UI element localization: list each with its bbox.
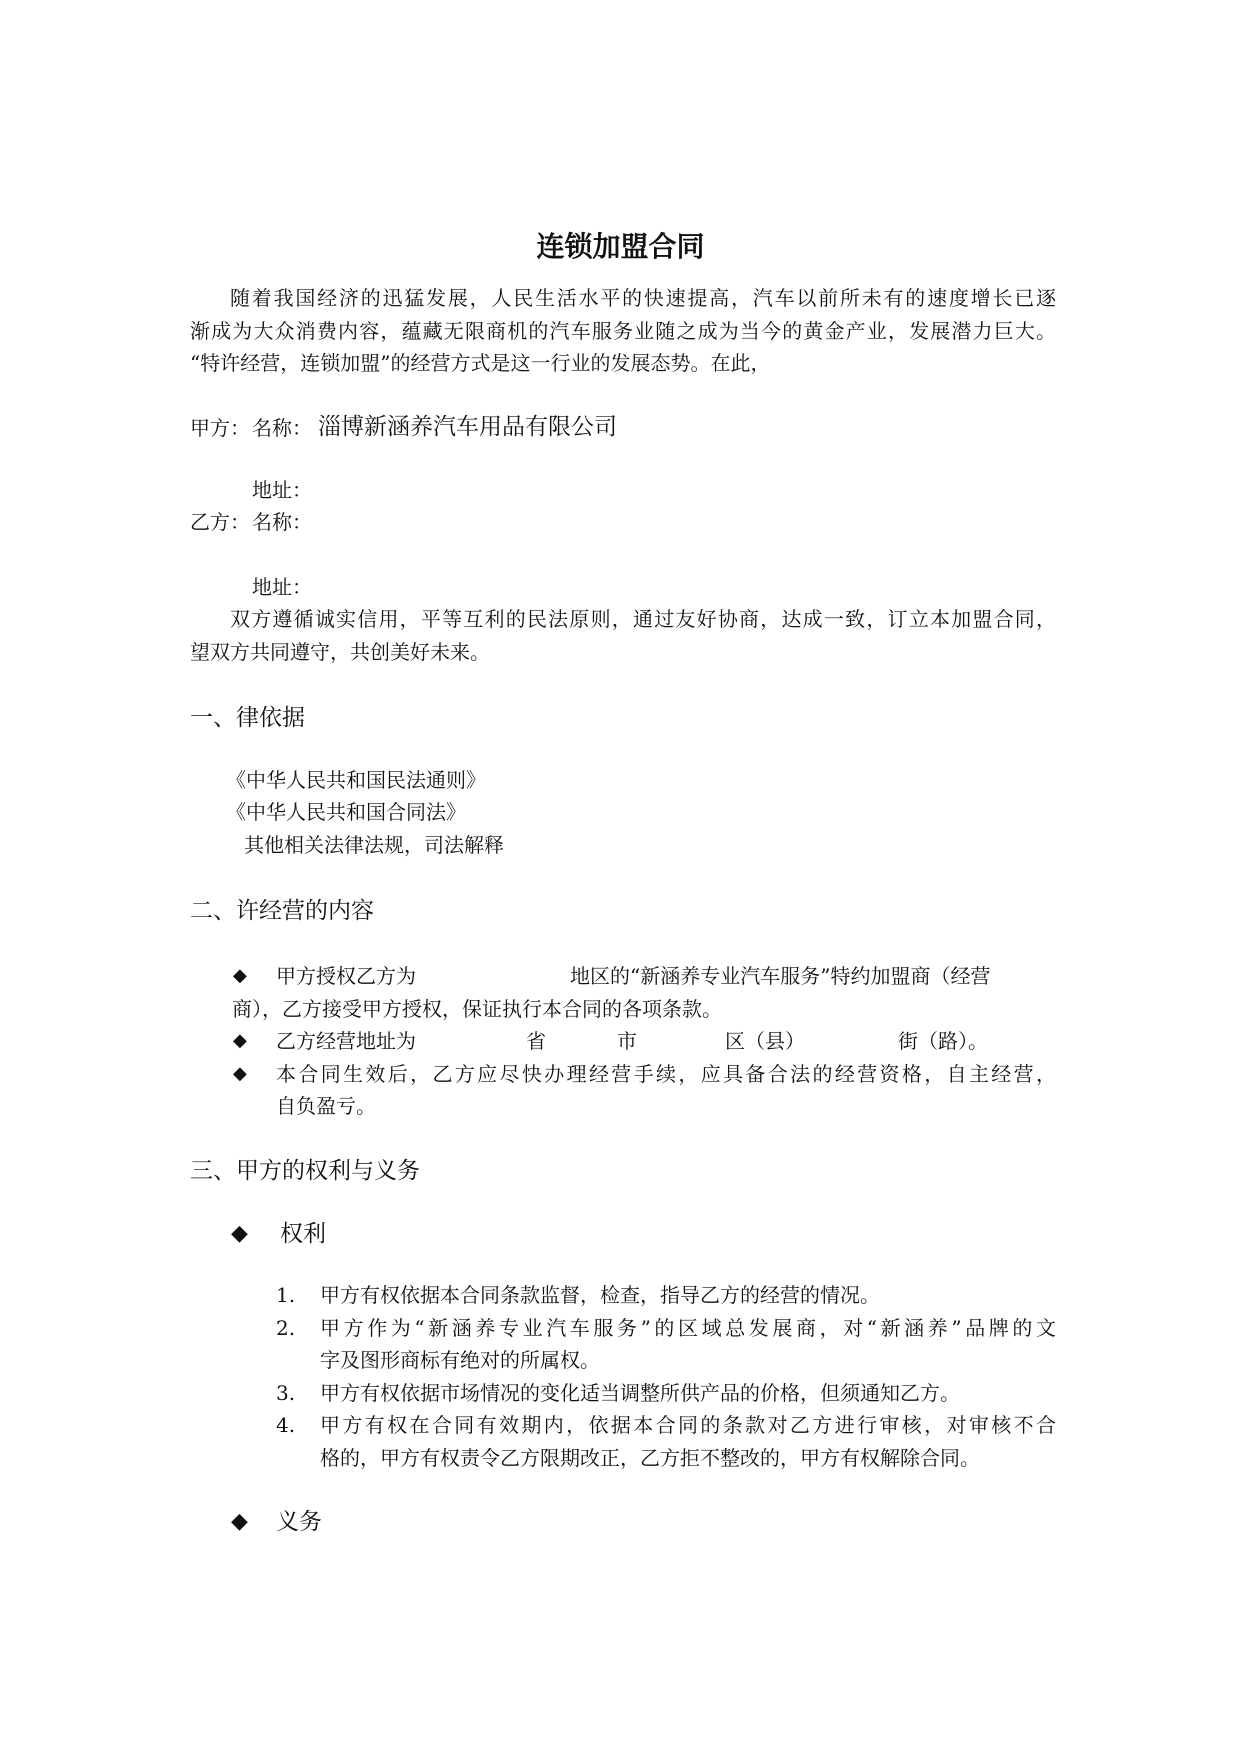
party-a-name: 淄博新涵养汽车用品有限公司 (318, 414, 617, 440)
list-item: 甲方有权依据本合同条款监督，检查，指导乙方的经营的情况。 (320, 1283, 880, 1307)
law-item: 《中华人民共和国民法通则》 (226, 768, 486, 792)
diamond-bullet-icon: ◆ (233, 1030, 247, 1051)
law-item: 其他相关法律法规，司法解释 (244, 833, 504, 857)
list-item: 甲方有权依据市场情况的变化适当调整所供产品的价格，但须通知乙方。 (320, 1381, 960, 1405)
party-b-address-label: 地址： (252, 575, 312, 599)
rights-heading: 权利 (280, 1221, 326, 1247)
diamond-bullet-icon: ◆ (231, 1509, 248, 1534)
clause-text: 地区的“新涵养专业汽车服务”特约加盟商（经营 (570, 964, 991, 988)
province-blank-label: 省 (526, 1029, 546, 1053)
clause-text: 本合同生效后，乙方应尽快办理经营手续，应具备合法的经营资格，自主经营， (276, 1062, 1056, 1086)
duties-heading: 义务 (276, 1509, 322, 1535)
party-a-address-label: 地址： (252, 478, 312, 502)
district-blank-label: 区（县） (725, 1029, 805, 1053)
list-item: 字及图形商标有绝对的所属权。 (320, 1348, 600, 1372)
street-blank-label: 街（路）。 (898, 1029, 988, 1053)
section-3-heading: 三、甲方的权利与义务 (190, 1158, 420, 1184)
party-b-label: 乙方： (190, 510, 250, 534)
intro-line: 随着我国经济的迅猛发展，人民生活水平的快速提高，汽车以前所未有的速度增长已逐 (230, 286, 1056, 310)
section-1-heading: 一、律依据 (190, 705, 305, 731)
list-number: 3. (276, 1381, 296, 1405)
section-2-heading: 二、许经营的内容 (190, 898, 374, 924)
diamond-bullet-icon: ◆ (233, 965, 247, 986)
clause-text: 商），乙方接受甲方授权，保证执行本合同的各项条款。 (232, 997, 722, 1021)
list-number: 2. (276, 1316, 296, 1340)
intro-line: 渐成为大众消费内容，蕴藏无限商机的汽车服务业随之成为当今的黄金产业，发展潜力巨大。 (190, 319, 1056, 343)
city-blank-label: 市 (617, 1029, 637, 1053)
agreement-line: 双方遵循诚实信用，平等互利的民法原则，通过友好协商，达成一致，订立本加盟合同， (230, 607, 1056, 631)
list-item: 格的，甲方有权责令乙方限期改正，乙方拒不整改的，甲方有权解除合同。 (320, 1446, 980, 1470)
diamond-bullet-icon: ◆ (231, 1221, 248, 1246)
law-item: 《中华人民共和国合同法》 (226, 800, 466, 824)
diamond-bullet-icon: ◆ (233, 1063, 247, 1084)
clause-text: 甲方授权乙方为 (276, 964, 416, 988)
document-title: 连锁加盟合同 (536, 230, 705, 263)
intro-line: “特许经营，连锁加盟”的经营方式是这一行业的发展态势。在此， (190, 351, 771, 375)
list-number: 4. (276, 1413, 296, 1437)
party-a-label: 甲方： (190, 416, 250, 440)
list-item: 甲方有权在合同有效期内，依据本合同的条款对乙方进行审核，对审核不合 (320, 1413, 1056, 1437)
clause-text: 自负盈亏。 (276, 1094, 376, 1118)
agreement-line: 望双方共同遵守，共创美好未来。 (190, 640, 490, 664)
clause-text: 乙方经营地址为 (276, 1029, 416, 1053)
list-number: 1. (276, 1283, 296, 1307)
party-b-name-label: 名称： (252, 510, 312, 534)
party-a-name-label: 名称： (252, 416, 312, 440)
list-item: 甲方作为“新涵养专业汽车服务”的区域总发展商，对“新涵养”品牌的文 (320, 1316, 1056, 1340)
